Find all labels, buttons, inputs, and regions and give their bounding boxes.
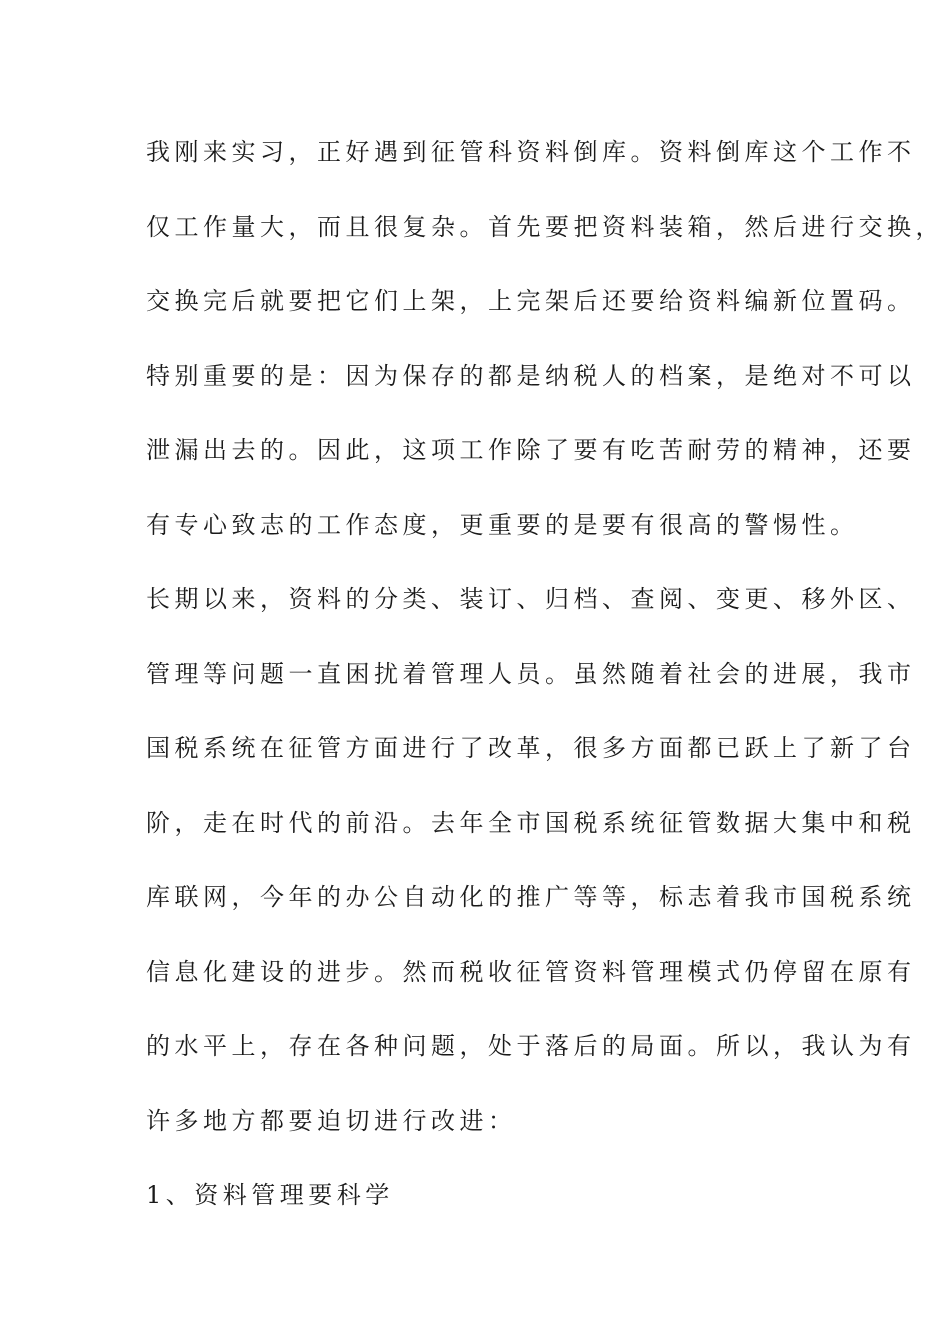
text-line-3: 交换完后就要把它们上架，上完架后还要给资料编新位置码。	[146, 287, 916, 315]
body-text	[146, 132, 944, 1250]
text-line-7: 长期以来，资料的分类、装订、归档、查阅、变更、移外区、	[146, 585, 916, 613]
text-line-5: 泄漏出去的。因此，这项工作除了要有吃苦耐劳的精神，还要	[146, 436, 916, 464]
text-line-10: 阶，走在时代的前沿。去年全市国税系统征管数据大集中和税	[146, 808, 916, 837]
text-line-12: 信息化建设的进步。然而税收征管资料管理模式仍停留在原有	[146, 957, 916, 986]
text-line-4: 特别重要的是：因为保存的都是纳税人的档案，是绝对不可以	[146, 361, 916, 390]
text-line-1: 我刚来实习，正好遇到征管科资料倒库。资料倒库这个工作不	[146, 138, 916, 166]
text-line-2: 仅工作量大，而且很复杂。首先要把资料装箱，然后进行交换，	[146, 212, 944, 241]
text-line-8: 管理等问题一直困扰着管理人员。虽然随着社会的进展，我市	[146, 659, 916, 688]
text-line-14: 许多地方都要迫切进行改进：	[146, 1106, 517, 1135]
text-line-9: 国税系统在征管方面进行了改革，很多方面都已跃上了新了台	[146, 734, 916, 762]
text-line-11: 库联网，今年的办公自动化的推广等等，标志着我市国税系统	[146, 883, 916, 911]
text-line-6: 有专心致志的工作态度，更重要的是要有很高的警惕性。	[146, 510, 859, 539]
text-line-13: 的水平上，存在各种问题，处于落后的局面。所以，我认为有	[146, 1032, 916, 1060]
section-heading: 1、资料管理要科学	[146, 1181, 394, 1209]
